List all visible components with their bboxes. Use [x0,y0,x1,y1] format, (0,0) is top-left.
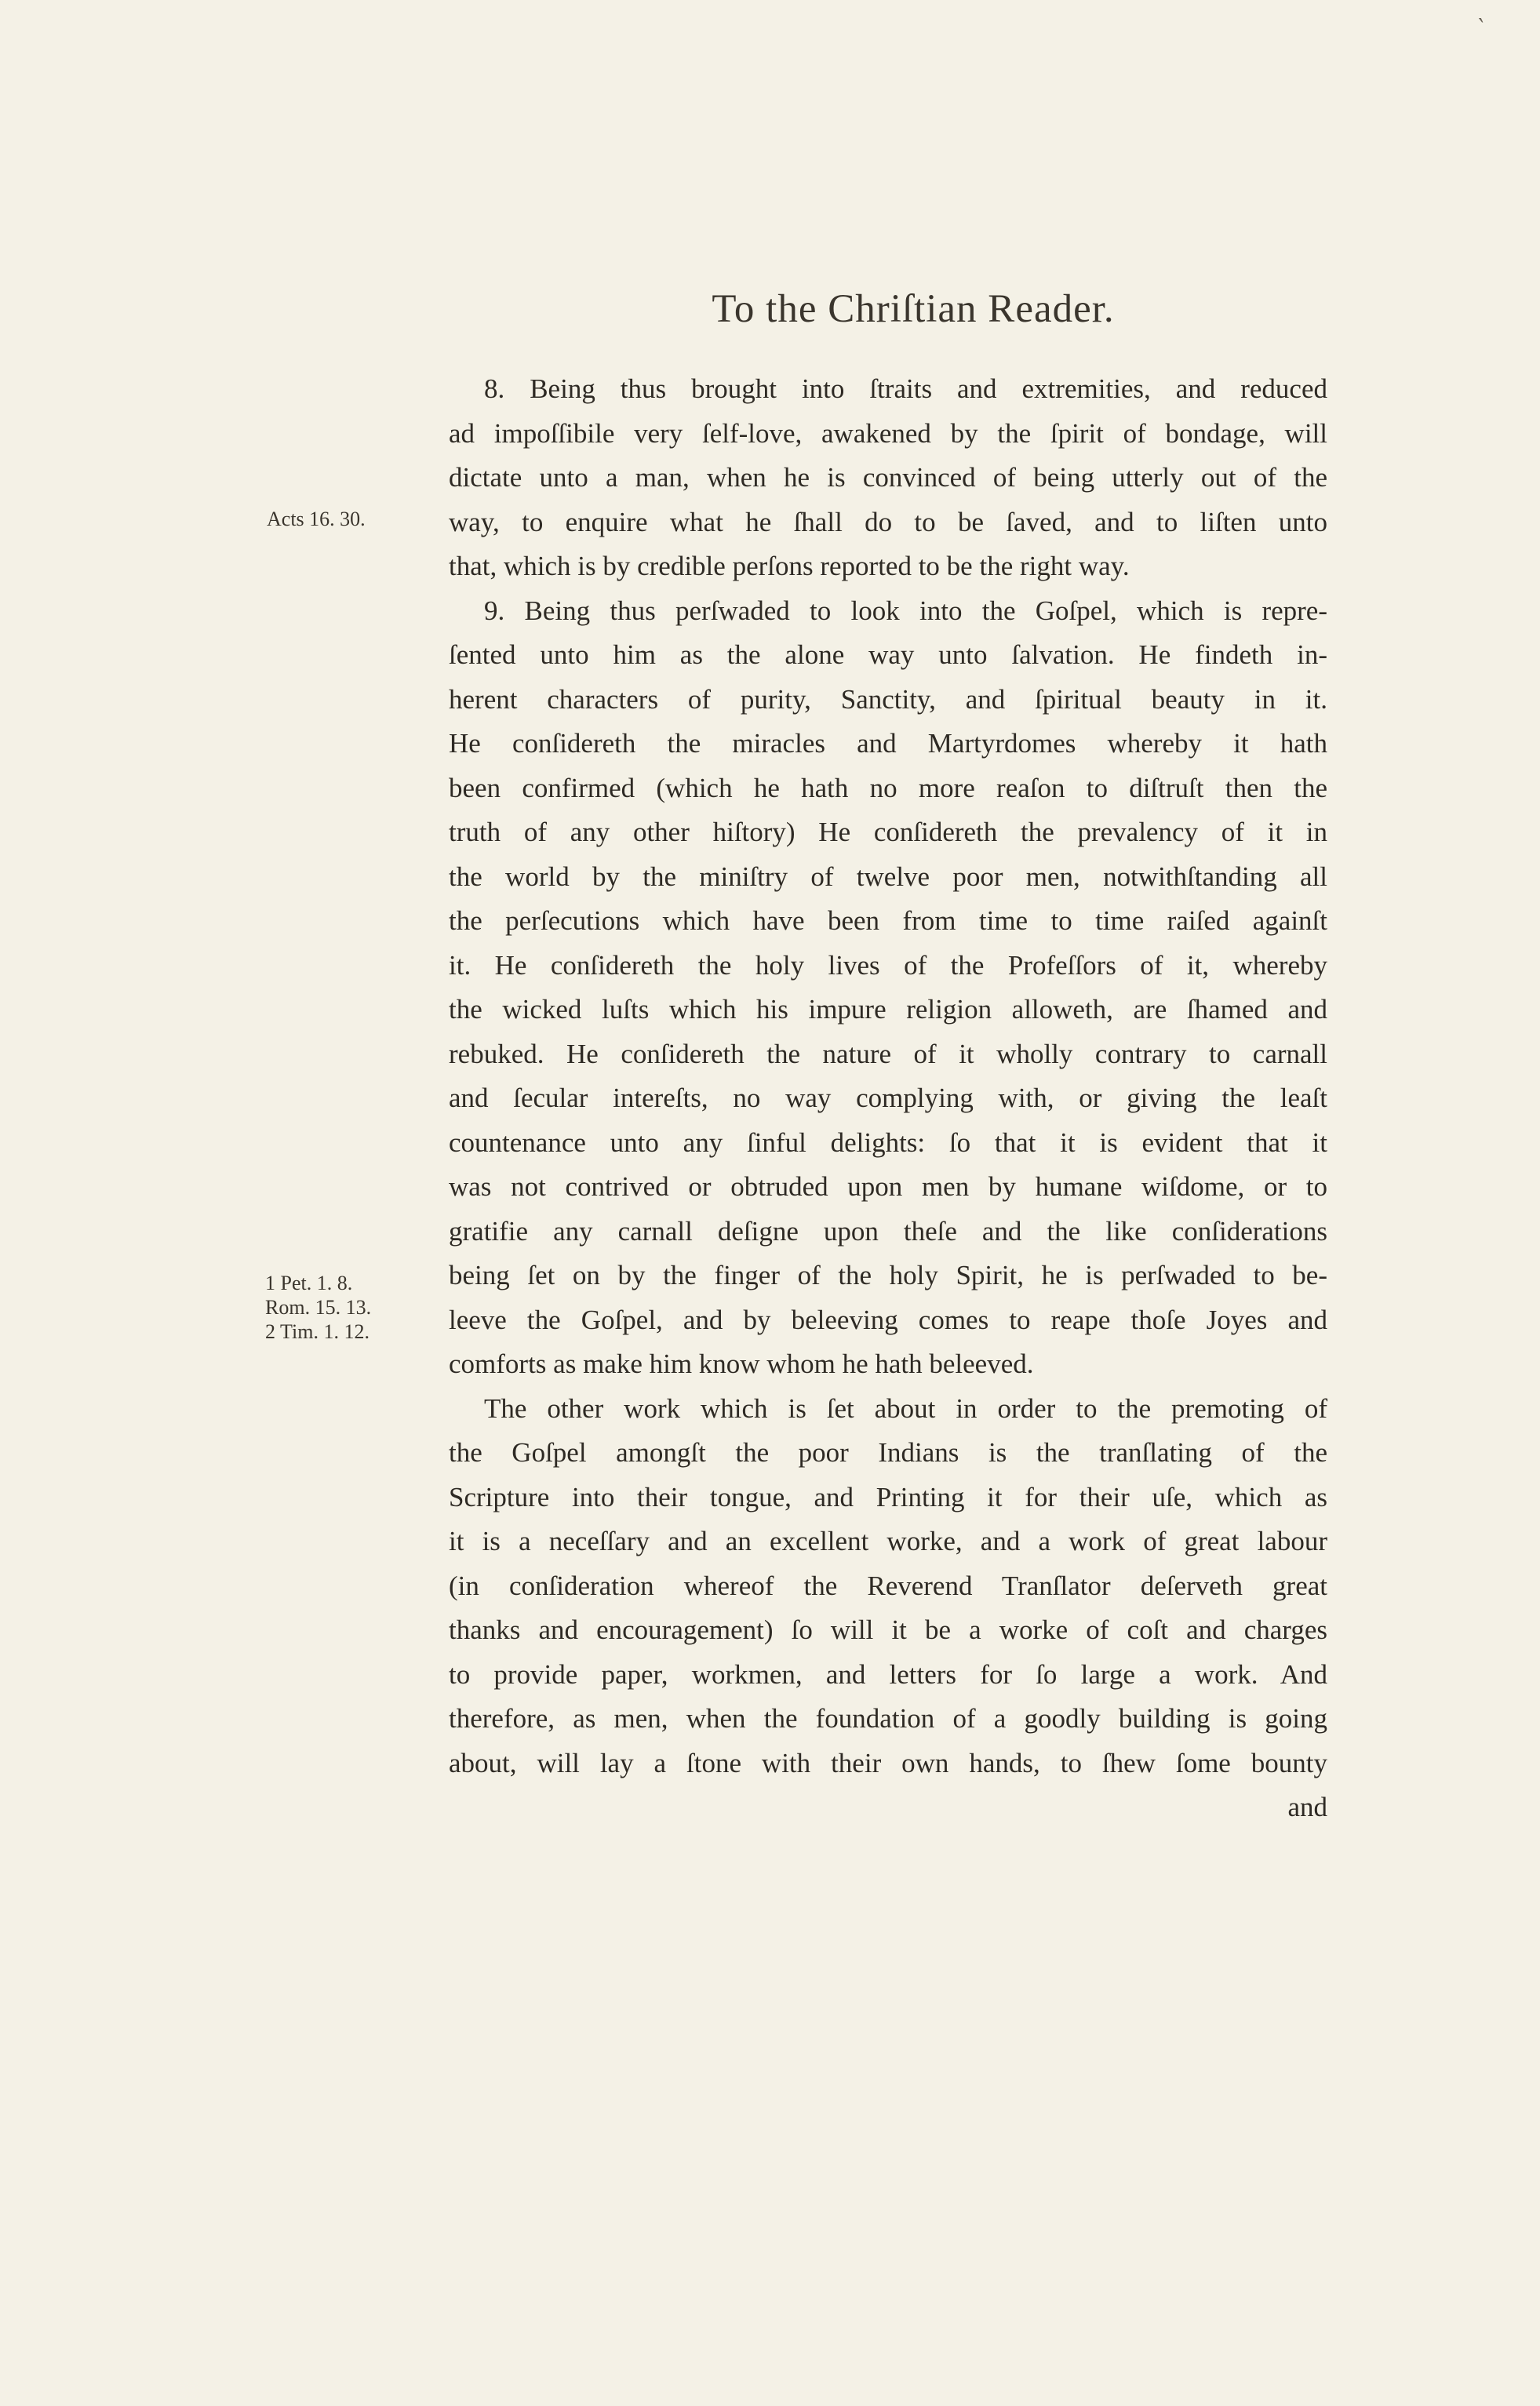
text-line: been confirmed (which he hath no more reaſon to diſtruſt then the [449,772,1327,803]
margin-note-acts: Acts 16. 30. [267,508,366,530]
text-line: it is a neceſſary and an excellent worke, and a work of great labour [449,1526,1327,1556]
text-line: the world by the miniſtry of twelve poor men, notwithſtanding all [449,861,1327,892]
margin-note-pet: 1 Pet. 1. 8. [265,1272,353,1294]
text-line: and ſecular intereſts, no way complying with, or giving the leaſt [449,1083,1327,1113]
margin-note-rom: Rom. 15. 13. [265,1296,372,1319]
text-line: comforts as make him know whom he hath beleeved. [449,1349,1034,1379]
margin-note-group [265,1271,371,1344]
text-line: ad impoſſibile very ſelf-love, awakened by the ſpirit of bondage, will [449,417,1327,449]
page-title: To the Chriſtian Reader. [712,287,1115,331]
text-line: truth of any other hiſtory) He conſidereth the prevalency of it in [449,817,1327,847]
margin-note-tim: 2 Tim. 1. 12. [265,1320,370,1343]
text-line: 8. Being thus brought into ſtraits and extremities, and reduced [484,373,1327,404]
text-line: it. He conſidereth the holy lives of the Profeſſors of it, whereby [449,949,1327,981]
text-line: countenance unto any ſinful delights: ſo that it is evident that it [449,1127,1327,1158]
text-line: gratifie any carnall deſigne upon theſe and the like conſiderations [449,1215,1327,1247]
text-line: way, to enquire what he ſhall do to be ſaved, and to liſten unto [449,506,1327,537]
text-line: the perſecutions which have been from time to time raiſed againſt [449,905,1327,936]
text-line: herent characters of purity, Sanctity, and ſpiritual beauty in it. [449,683,1327,715]
text-line: thanks and encouragement) ſo will it be a worke of coſt and charges [449,1614,1327,1645]
text-line: the wicked luſts which his impure religion alloweth, are ſhamed and [449,994,1327,1025]
text-line: dictate unto a man, when he is convinced of being utterly out of the [449,462,1327,493]
catchword: and [1287,1792,1327,1822]
text-line: leeve the Goſpel, and by beleeving comes to reape thoſe Joyes and [449,1304,1327,1335]
text-line: the Goſpel amongſt the poor Indians is the tranſlating of the [449,1437,1327,1468]
text-line: He conſidereth the miracles and Martyrdomes whereby it hath [449,728,1327,759]
text-line: was not contrived or obtruded upon men by humane wiſdome, or to [449,1171,1327,1202]
text-line: rebuked. He conſidereth the nature of it wholly contrary to carnall [449,1038,1327,1069]
page-corner-mark: ‵ [1478,15,1484,41]
text-line: about, will lay a ſtone with their own hands, to ſhew ſome bounty [449,1747,1327,1778]
body-text [449,367,1327,1830]
text-line: ſented unto him as the alone way unto ſalvation. He findeth in- [449,639,1327,670]
text-line: 9. Being thus perſwaded to look into the Goſpel, which is repre- [484,595,1327,626]
text-line: that, which is by credible perſons reported to be the right way. [449,551,1130,581]
text-line: (in conſideration whereof the Reverend Tranſlator deſerveth great [449,1570,1327,1601]
text-line: Scripture into their tongue, and Printing it for their uſe, which as [449,1481,1327,1512]
text-line: therefore, as men, when the foundation of a goodly building is going [449,1703,1327,1734]
text-line: being ſet on by the finger of the holy Spirit, he is perſwaded to be- [449,1260,1327,1290]
text-line: to provide paper, workmen, and letters for ſo large a work. And [449,1658,1327,1690]
text-line: The other work which is ſet about in order to the premoting of [484,1392,1327,1424]
